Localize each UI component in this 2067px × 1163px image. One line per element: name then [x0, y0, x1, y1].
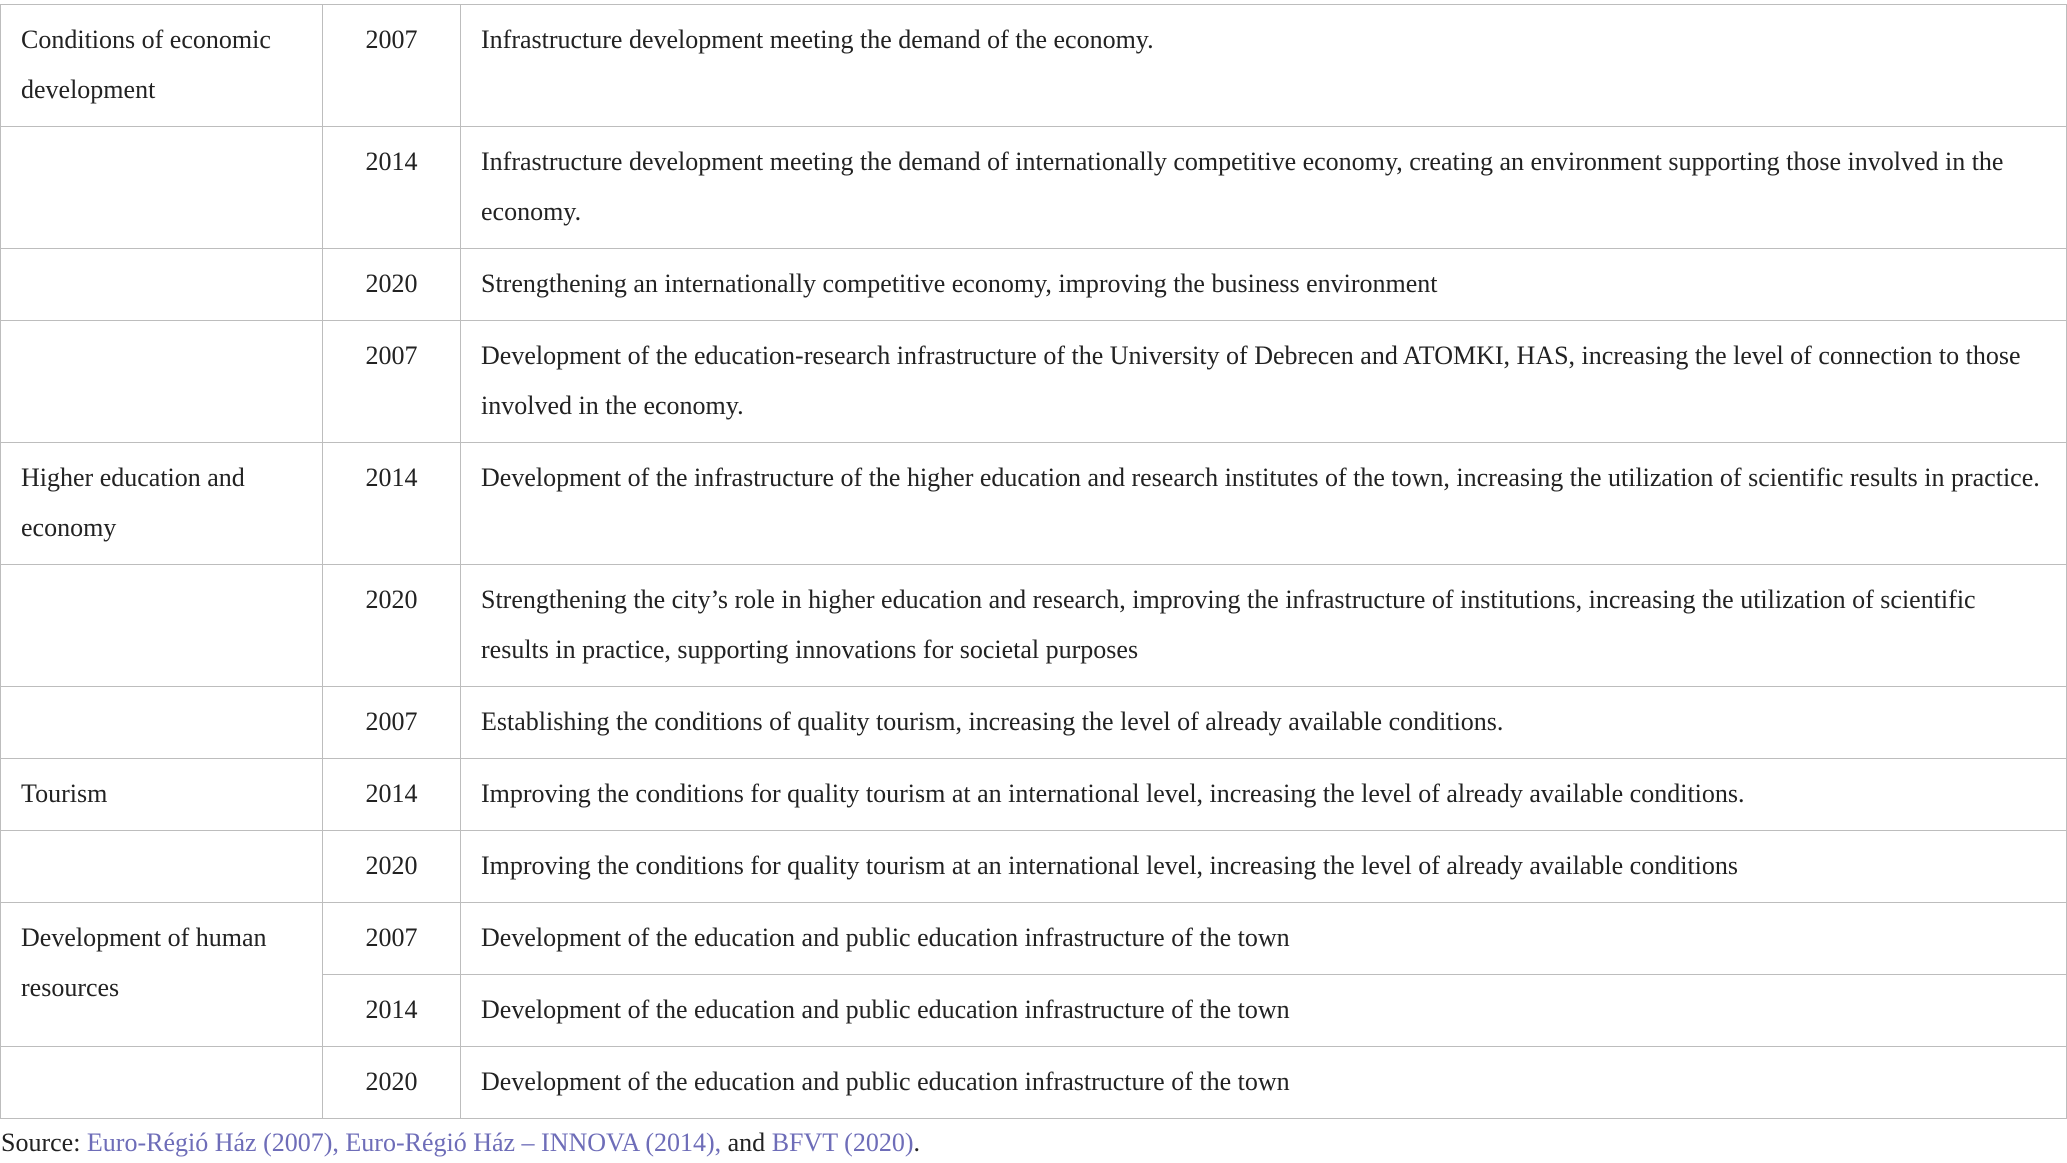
year-cell: 2020: [323, 565, 461, 687]
goal-cell: Development of the education and public education infrastructure of the town: [461, 975, 2067, 1047]
table-row: [1, 443, 2067, 565]
table-row: [1, 831, 2067, 903]
table-row: [1, 321, 2067, 443]
year-cell: 2020: [323, 249, 461, 321]
goal-cell: Strengthening the city’s role in higher education and research, improving the infrastructure of institutions, increasing the utilization of scientific results in practice, supporting innovations for societal purposes: [461, 565, 2067, 687]
area-cell: [1, 1047, 323, 1119]
goal-cell: Infrastructure development meeting the demand of the economy.: [461, 5, 2067, 127]
goal-cell: Development of the education and public education infrastructure of the town: [461, 903, 2067, 975]
source-period: .: [913, 1128, 920, 1157]
area-cell: Higher education and economy: [1, 443, 323, 565]
area-cell: [1, 249, 323, 321]
table-body: [1, 5, 2067, 1119]
area-cell: [1, 831, 323, 903]
goal-cell: Infrastructure development meeting the demand of internationally competitive economy, creating an environment supporting those involved in the economy.: [461, 127, 2067, 249]
table-row: [1, 687, 2067, 759]
source-link-euro-regio[interactable]: Euro-Régió Ház (2007), Euro-Régió Ház – INNOVA (2014),: [86, 1128, 722, 1157]
area-cell: Tourism: [1, 759, 323, 831]
goal-cell: Development of the infrastructure of the higher education and research institutes of the town, increasing the utilization of scientific results in practice.: [461, 443, 2067, 565]
year-cell: 2014: [323, 443, 461, 565]
area-cell: Development of human resources: [1, 903, 323, 1047]
goal-cell: Improving the conditions for quality tourism at an international level, increasing the level of already available conditions.: [461, 759, 2067, 831]
year-cell: 2007: [323, 687, 461, 759]
goal-cell: Improving the conditions for quality tourism at an international level, increasing the level of already available conditions: [461, 831, 2067, 903]
year-cell: 2014: [323, 127, 461, 249]
year-cell: 2007: [323, 5, 461, 127]
area-cell: Conditions of economic development: [1, 5, 323, 127]
area-cell: [1, 127, 323, 249]
table-row: [1, 903, 2067, 975]
area-cell: [1, 687, 323, 759]
area-cell: [1, 565, 323, 687]
table-row: [1, 5, 2067, 127]
table-row: [1, 565, 2067, 687]
source-conjunction: and: [721, 1128, 772, 1157]
development-goals-table: [0, 4, 2067, 1119]
year-cell: 2020: [323, 831, 461, 903]
source-label: Source:: [1, 1128, 87, 1157]
table-row: [1, 1047, 2067, 1119]
year-cell: 2007: [323, 903, 461, 975]
table-row: [1, 249, 2067, 321]
goal-cell: Development of the education and public education infrastructure of the town: [461, 1047, 2067, 1119]
table-row: [1, 127, 2067, 249]
source-link-bfvt[interactable]: BFVT (2020): [771, 1128, 914, 1157]
year-cell: 2014: [323, 759, 461, 831]
table-row: [1, 759, 2067, 831]
year-cell: 2020: [323, 1047, 461, 1119]
source-note: [0, 1119, 2067, 1163]
goal-cell: Establishing the conditions of quality tourism, increasing the level of already available conditions.: [461, 687, 2067, 759]
goal-cell: Strengthening an internationally competitive economy, improving the business environment: [461, 249, 2067, 321]
area-cell: [1, 321, 323, 443]
year-cell: 2014: [323, 975, 461, 1047]
year-cell: 2007: [323, 321, 461, 443]
goal-cell: Development of the education-research infrastructure of the University of Debrecen and ATOMKI, HAS, increasing the level of connection to those involved in the economy.: [461, 321, 2067, 443]
